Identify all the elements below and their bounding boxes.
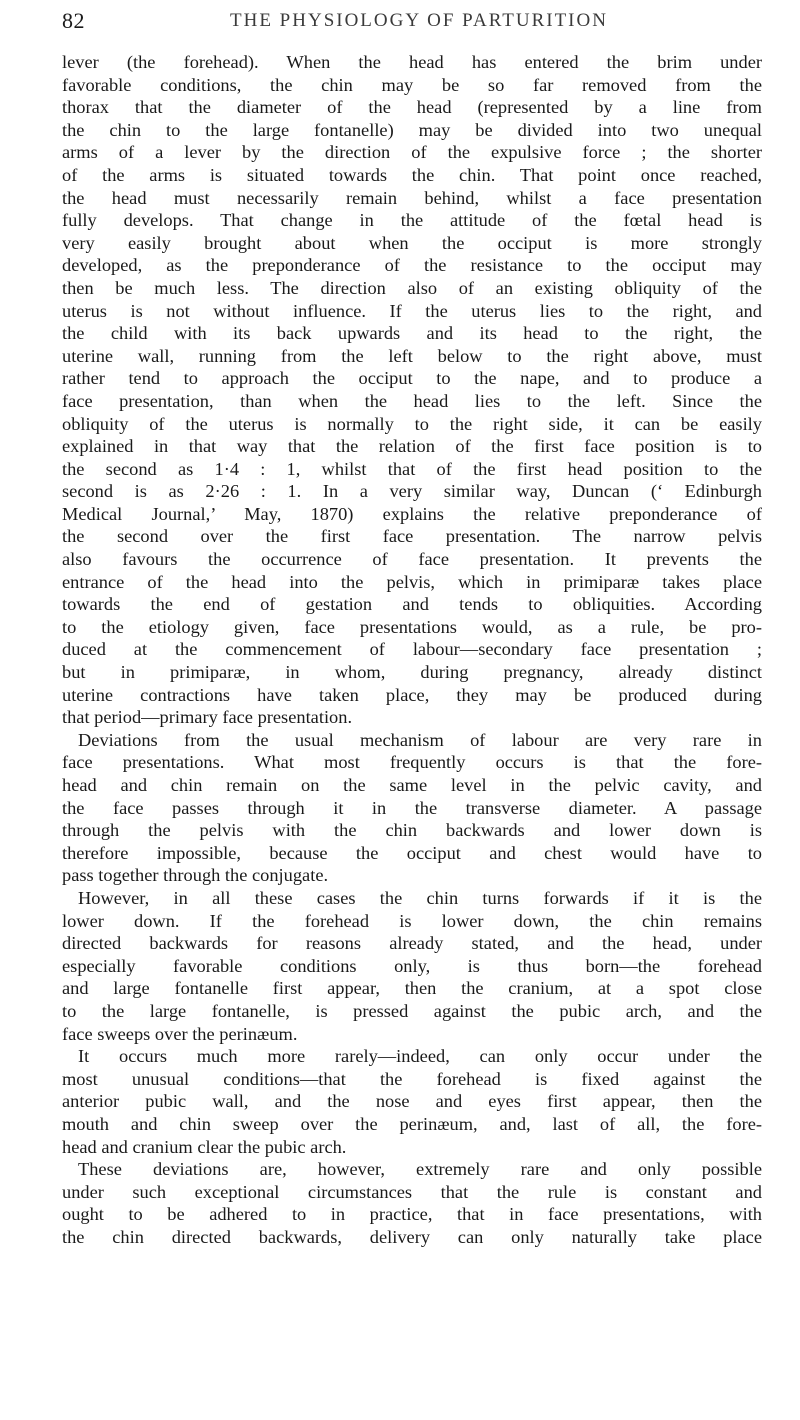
text-line: to the etiology given, face presentations would, as a rule, be pro- <box>62 616 762 637</box>
text-line: the head must necessarily remain behind, whilst a face presentation <box>62 187 762 208</box>
text-line: but in primiparæ, in whom, during pregnancy, already distinct <box>62 662 762 683</box>
text-line: rather tend to approach the occiput to the nape, and to produce a <box>62 368 762 389</box>
text-line: explained in that way that the relation of the first face position is to <box>62 436 762 457</box>
text-line: Medical Journal,’ May, 1870) explains the relative preponderance of <box>62 503 762 524</box>
text-line: also favours the occurrence of face presentation. It prevents the <box>62 549 762 570</box>
text-line: second is as 2·26 : 1. In a very similar way, Duncan (‘ Edinburgh <box>62 481 762 502</box>
text-line: uterine contractions have taken place, they may be produced during <box>62 684 762 705</box>
text-line: These deviations are, however, extremely rare and only possible <box>78 1159 762 1180</box>
text-line: face presentations. What most frequently occurs is that the fore- <box>62 752 762 773</box>
text-line: most unusual conditions—that the forehead is fixed against the <box>62 1068 762 1089</box>
text-line: developed, as the preponderance of the resistance to the occiput may <box>62 255 762 276</box>
running-head <box>62 8 760 38</box>
text-line: favorable conditions, the chin may be so far removed from the <box>62 74 762 95</box>
text-line: head and chin remain on the same level in the pelvic cavity, and <box>62 775 762 795</box>
text-line: lower down. If the forehead is lower down, the chin remains <box>62 910 762 931</box>
text-line: the face passes through it in the transverse diameter. A passage <box>62 797 762 818</box>
text-line: the child with its back upwards and its head to the right, the <box>62 323 762 344</box>
text-line: under such exceptional circumstances that the rule is constant and <box>62 1181 762 1202</box>
text-line: head and cranium clear the pubic arch. <box>62 1136 347 1157</box>
text-line: very easily brought about when the occiput is more strongly <box>62 232 762 253</box>
text-line: that period—primary face presentation. <box>62 707 353 728</box>
text-line: the chin to the large fontanelle) may be divided into two unequal <box>62 119 762 140</box>
text-line: ought to be adhered to in practice, that in face presentations, with <box>62 1204 762 1225</box>
text-line: pass together through the conjugate. <box>62 865 329 886</box>
body-text <box>62 51 762 1248</box>
text-line: directed backwards for reasons already stated, and the head, under <box>62 933 762 954</box>
text-line: the second as 1·4 : 1, whilst that of the first head position to the <box>62 458 762 479</box>
text-line: the chin directed backwards, delivery can only naturally take place <box>62 1226 762 1247</box>
text-line: through the pelvis with the chin backwards and lower down is <box>62 820 762 841</box>
text-line: fully develops. That change in the attitude of the fœtal head is <box>62 210 762 231</box>
text-line: duced at the commencement of labour—secondary face presentation ; <box>62 639 762 660</box>
text-line: lever (the forehead). When the head has entered the brim under <box>62 52 762 72</box>
text-line: uterine wall, running from the left below to the right above, must <box>62 345 762 366</box>
text-line: towards the end of gestation and tends to obliquities. According <box>62 594 762 615</box>
text-line: thorax that the diameter of the head (represented by a line from <box>62 97 762 118</box>
running-title: THE PHYSIOLOGY OF PARTURITION <box>230 10 608 31</box>
text-line: uterus is not without influence. If the uterus lies to the right, and <box>62 300 762 321</box>
text-line: therefore impossible, because the occiput and chest would have to <box>62 842 762 863</box>
text-line: of the arms is situated towards the chin. That point once reached, <box>62 164 762 185</box>
text-line: face presentation, than when the head lies to the left. Since the <box>62 390 762 411</box>
text-line: entrance of the head into the pelvis, which in primiparæ takes place <box>62 571 762 592</box>
text-line: Deviations from the usual mechanism of labour are very rare in <box>78 729 762 750</box>
page-number: 82 <box>62 8 85 33</box>
text-line: and large fontanelle first appear, then the cranium, at a spot close <box>62 978 762 999</box>
text-line: obliquity of the uterus is normally to the right side, it can be easily <box>62 413 762 434</box>
text-line: It occurs much more rarely—indeed, can only occur under the <box>78 1046 762 1067</box>
text-line: then be much less. The direction also of an existing obliquity of the <box>62 277 762 298</box>
text-line: mouth and chin sweep over the perinæum, and, last of all, the fore- <box>62 1113 762 1134</box>
text-line: especially favorable conditions only, is thus born—the forehead <box>62 955 762 976</box>
text-line: arms of a lever by the direction of the expulsive force ; the shorter <box>62 142 762 163</box>
text-line: However, in all these cases the chin turns forwards if it is the <box>78 887 762 908</box>
text-line: face sweeps over the perinæum. <box>62 1023 298 1044</box>
text-line: to the large fontanelle, is pressed against the pubic arch, and the <box>62 1000 762 1021</box>
text-line: the second over the first face presentation. The narrow pelvis <box>62 526 762 547</box>
text-line: anterior pubic wall, and the nose and eyes first appear, then the <box>62 1091 762 1112</box>
